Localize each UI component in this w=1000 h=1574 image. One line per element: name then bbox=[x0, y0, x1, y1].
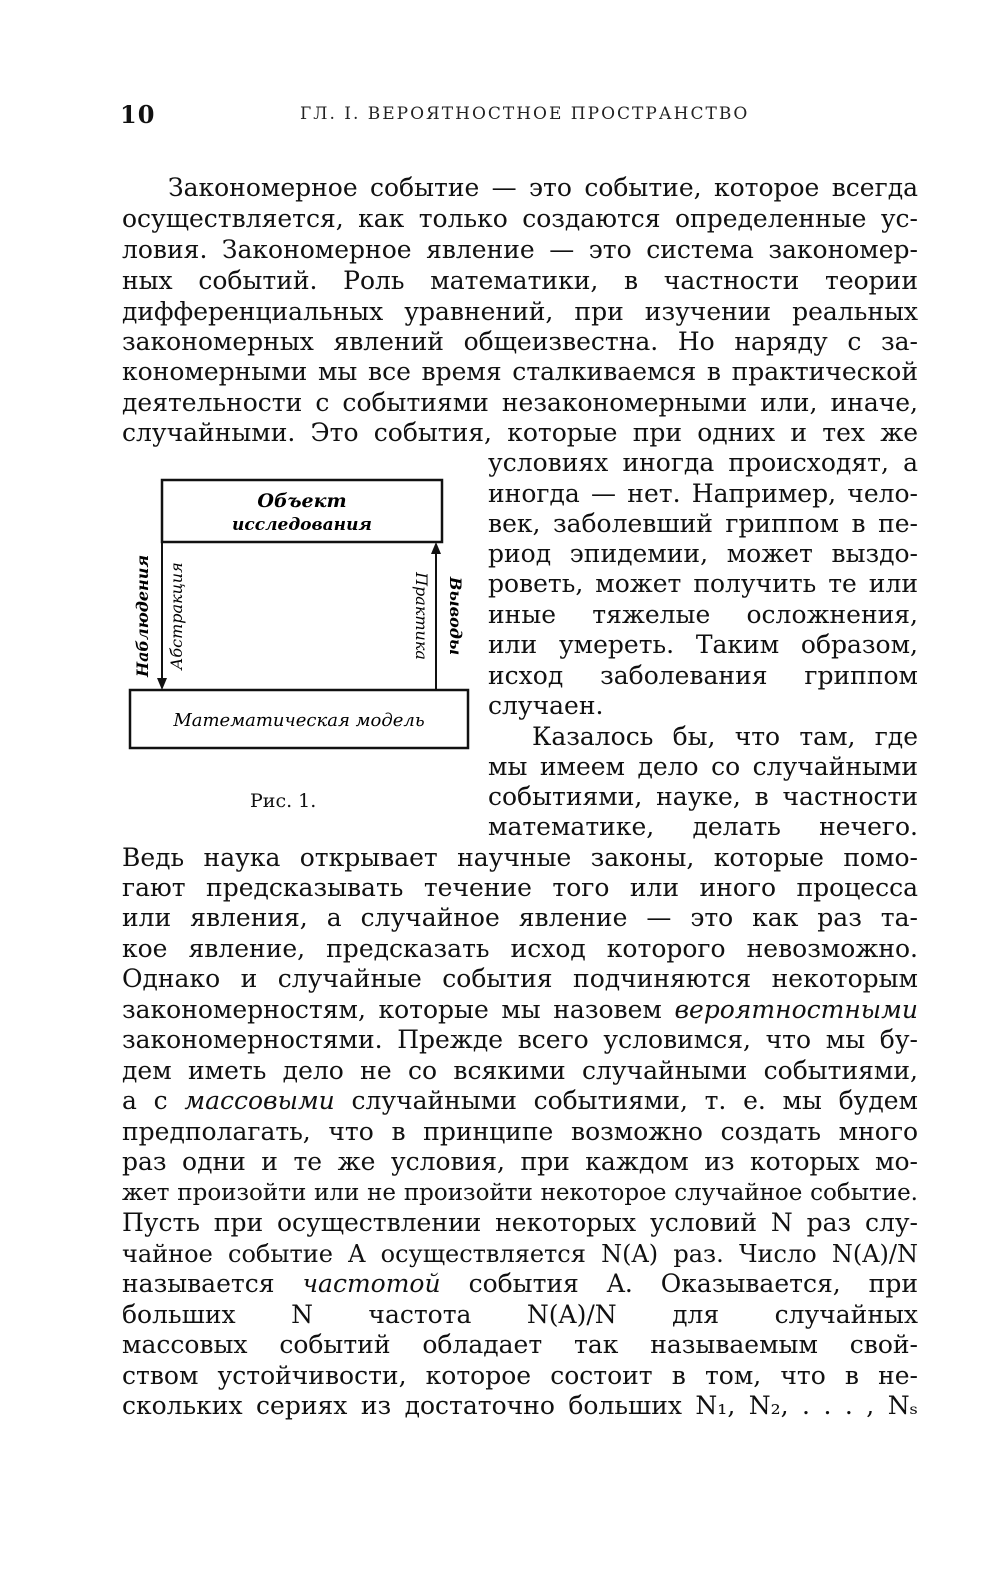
model-diagram bbox=[118, 470, 478, 800]
text-line: событиями, науке, в частности bbox=[488, 782, 918, 811]
text-line: больших N частота N(A)/N для случайных bbox=[122, 1300, 918, 1329]
text-line: гают предсказывать течение того или иного процесса bbox=[122, 873, 918, 902]
text-line: или умереть. Таким образом, bbox=[488, 630, 918, 659]
text-line: ством устойчивости, которое состоит в том, что в не- bbox=[122, 1361, 918, 1390]
text-line: закономерностями. Прежде всего условимся, что мы бу- bbox=[122, 1025, 918, 1054]
text-line: чайное событие A осуществляется N(A) раз. Число N(A)/N bbox=[122, 1240, 918, 1268]
text-line: осуществляется, как только создаются определенные ус- bbox=[122, 204, 918, 233]
up-arrow-icon bbox=[431, 542, 441, 554]
text-line: закономерных явлений общеизвестна. Но наряду с за- bbox=[122, 327, 918, 356]
text-line: случайными. Это события, которые при одних и тех же bbox=[122, 418, 918, 447]
text-line: или явления, а случайное явление — это как раз та- bbox=[122, 903, 918, 932]
text-line: ных событий. Роль математики, в частности теории bbox=[122, 266, 918, 295]
label-practice: Практика bbox=[412, 572, 431, 660]
text-line: скольких сериях из достаточно больших N₁, N₂, . . . , Nₛ bbox=[122, 1391, 918, 1420]
object-box-line2: исследования bbox=[232, 515, 372, 535]
text-line bbox=[122, 1269, 918, 1299]
text-span: закономерностям, которые мы назовем bbox=[122, 995, 662, 1024]
text-line: массовых событий обладает так называемым свой- bbox=[122, 1330, 918, 1359]
text-line: условиях иногда происходят, а bbox=[488, 448, 918, 477]
label-observations: Наблюдения bbox=[133, 554, 152, 678]
text-line: случаен. bbox=[488, 691, 604, 720]
text-line: Пусть при осуществлении некоторых условий N раз слу- bbox=[122, 1208, 918, 1237]
text-line: ловия. Закономерное явление — это система закономер- bbox=[122, 235, 918, 264]
object-box-line1: Объект bbox=[257, 490, 347, 512]
text-line: роветь, может получить те или bbox=[488, 569, 918, 598]
page-number: 10 bbox=[120, 100, 156, 129]
text-line: дем иметь дело не со всякими случайными событиями, bbox=[122, 1056, 918, 1085]
label-conclusions: Выводы bbox=[446, 576, 465, 656]
text-line: математике, делать нечего. bbox=[488, 812, 918, 841]
text-line: предполагать, что в принципе возможно создать много bbox=[122, 1117, 918, 1146]
text-line: кое явление, предсказать исход которого невозможно. bbox=[122, 934, 918, 963]
figure-diagram bbox=[118, 470, 478, 800]
text-line: Ведь наука открывает научные законы, которые помо- bbox=[122, 843, 918, 872]
text-line: иногда — нет. Например, чело- bbox=[488, 479, 918, 508]
text-line: дифференциальных уравнений, при изучении реальных bbox=[122, 297, 918, 326]
text-line: исход заболевания гриппом bbox=[488, 661, 918, 690]
text-span: а с bbox=[122, 1086, 168, 1115]
text-line: мы имеем дело со случайными bbox=[488, 752, 918, 781]
text-span: случайными событиями, т. е. мы будем bbox=[351, 1086, 918, 1115]
down-arrow-icon bbox=[157, 678, 167, 690]
text-line: кономерными мы все время сталкиваемся в практической bbox=[122, 357, 918, 386]
text-line bbox=[122, 995, 918, 1025]
text-line: иные тяжелые осложнения, bbox=[488, 600, 918, 629]
text-line bbox=[122, 1086, 918, 1116]
figure-caption: Рис. 1. bbox=[250, 790, 317, 812]
text-line: деятельности с событиями незакономерными или, иначе, bbox=[122, 388, 918, 417]
text-span: называется bbox=[122, 1269, 275, 1298]
text-span: события A. Оказывается, при bbox=[468, 1269, 919, 1298]
model-box-label: Математическая модель bbox=[173, 710, 425, 731]
text-line: Однако и случайные события подчиняются некоторым bbox=[122, 964, 918, 993]
text-line: раз одни и те же условия, при каждом из которых мо- bbox=[122, 1147, 918, 1176]
text-line: век, заболевший гриппом в пе- bbox=[488, 509, 918, 538]
emphasis-mass: массовыми bbox=[184, 1086, 335, 1115]
text-line: Казалось бы, что там, где bbox=[532, 722, 918, 751]
label-abstraction: Абстракция bbox=[167, 562, 186, 670]
running-head: ГЛ. I. ВЕРОЯТНОСТНОЕ ПРОСТРАНСТВО bbox=[300, 104, 750, 124]
emphasis-frequency: частотой bbox=[302, 1269, 441, 1298]
emphasis-probabilistic: вероятностными bbox=[674, 995, 918, 1024]
text-line: риод эпидемии, может выздо- bbox=[488, 539, 918, 568]
text-line: жет произойти или не произойти некоторое случайное событие. bbox=[122, 1180, 918, 1206]
text-line: Закономерное событие — это событие, которое всегда bbox=[168, 173, 918, 202]
